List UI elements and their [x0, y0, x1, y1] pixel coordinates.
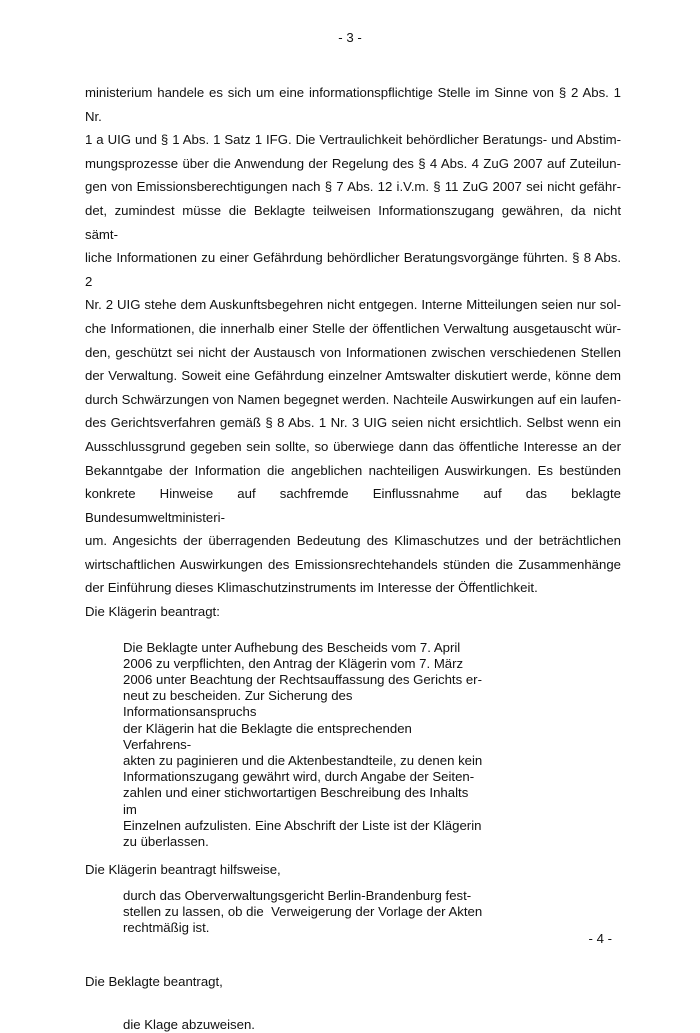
page-number-header: - 3 - — [338, 30, 362, 45]
body-paragraph: ministerium handele es sich um eine informationspflichtige Stelle im Sinne von § 2 Abs. 1 Nr. 1 a UIG und § 1 Abs. 1 Satz 1 IFG. Die Vertraulichkeit behördlicher Beratungs- und Abstim- mungsprozesse über die Anwendung der Regelung des § 4 Abs. 4 ZuG 2007 auf Zuteilun- gen von Emissionsberechtigungen nach § 7 Abs. 12 i.V.m. § 11 ZuG 2007 sei nicht gefähr- det, zumindest müsse die Beklagte teilweisen Informationszugang gewähren, da nicht sämt- liche Informationen zu einer Gefährdung behördlicher Beratungsvorgänge führten. § 8 Abs. 2 Nr. 2 UIG stehe dem Auskunftsbegehren nicht entgegen. Interne Mitteilungen seien nur sol- che Informationen, die innerhalb einer Stelle der öffentlichen Verwaltung ausgetauscht wür- den, geschützt sei nicht der Austausch von Informationen zwischen verschiedenen Stellen der Verwaltung. Soweit eine Gefährdung einzelner Amtswalter diskutiert werde, könne dem durch Schwärzungen von Namen begegnet werden. Nachteile Auswirkungen auf ein laufen- des Gerichtsverfahren gemäß § 8 Abs. 1 Nr. 3 UIG seien nicht ersichtlich. Selbst wenn ein Ausschlussgrund gegeben sein sollte, so überwiege dann das öffentliche Interesse an der Bekanntgabe der Information die angeblichen nachteiligen Auswirkungen. Es bestünden konkrete Hinweise auf sachfremde Einflussnahme auf das beklagte Bundesumweltministeri- um. Angesichts der überragenden Bedeutung des Klimaschutzes und der beträchtlichen wirtschaftlichen Auswirkungen des Emissionsrechtehandels stünden die Zusammenhänge der Einführung dieses Klimaschutzinstruments im Interesse der Öffentlichkeit. — [85, 85, 625, 596]
page-number-footer: - 4 - — [588, 931, 612, 946]
defendant-petition-text-block: die Klage abzuweisen. — [123, 1017, 255, 1033]
defendant-petition-intro: Die Beklagte beantragt, — [85, 973, 223, 989]
petition-text-block: Die Beklagte unter Aufhebung des Bescheids vom 7. April 2006 zu verpflichten, den Antrag der Klägerin vom 7. März 2006 unter Beachtung der Rechtsauffassung des Gerichts er- neut zu bescheiden. Zur Sicherung des Informationsanspruchs der Klägerin hat die Beklagte die entsprechenden Verfahrens- akten zu paginieren und die Aktenbestandteile, zu denen kein Informationszugang gewährt wird, durch Angabe der Seiten- zahlen und einer stichwortartigen Beschreibung des Inhalts im Einzelnen aufzulisten. Eine Abschrift der Liste ist der Klägerin zu überlassen. — [123, 639, 483, 850]
petition-intro: Die Klägerin beantragt: — [85, 604, 220, 620]
alternative-petition-text-block: durch das Oberverwaltungsgericht Berlin-Brandenburg fest- stellen zu lassen, ob die Verweigerung der Vorlage der Akten rechtmäßig ist. — [123, 887, 483, 936]
alternative-petition-intro: Die Klägerin beantragt hilfsweise, — [85, 862, 281, 878]
